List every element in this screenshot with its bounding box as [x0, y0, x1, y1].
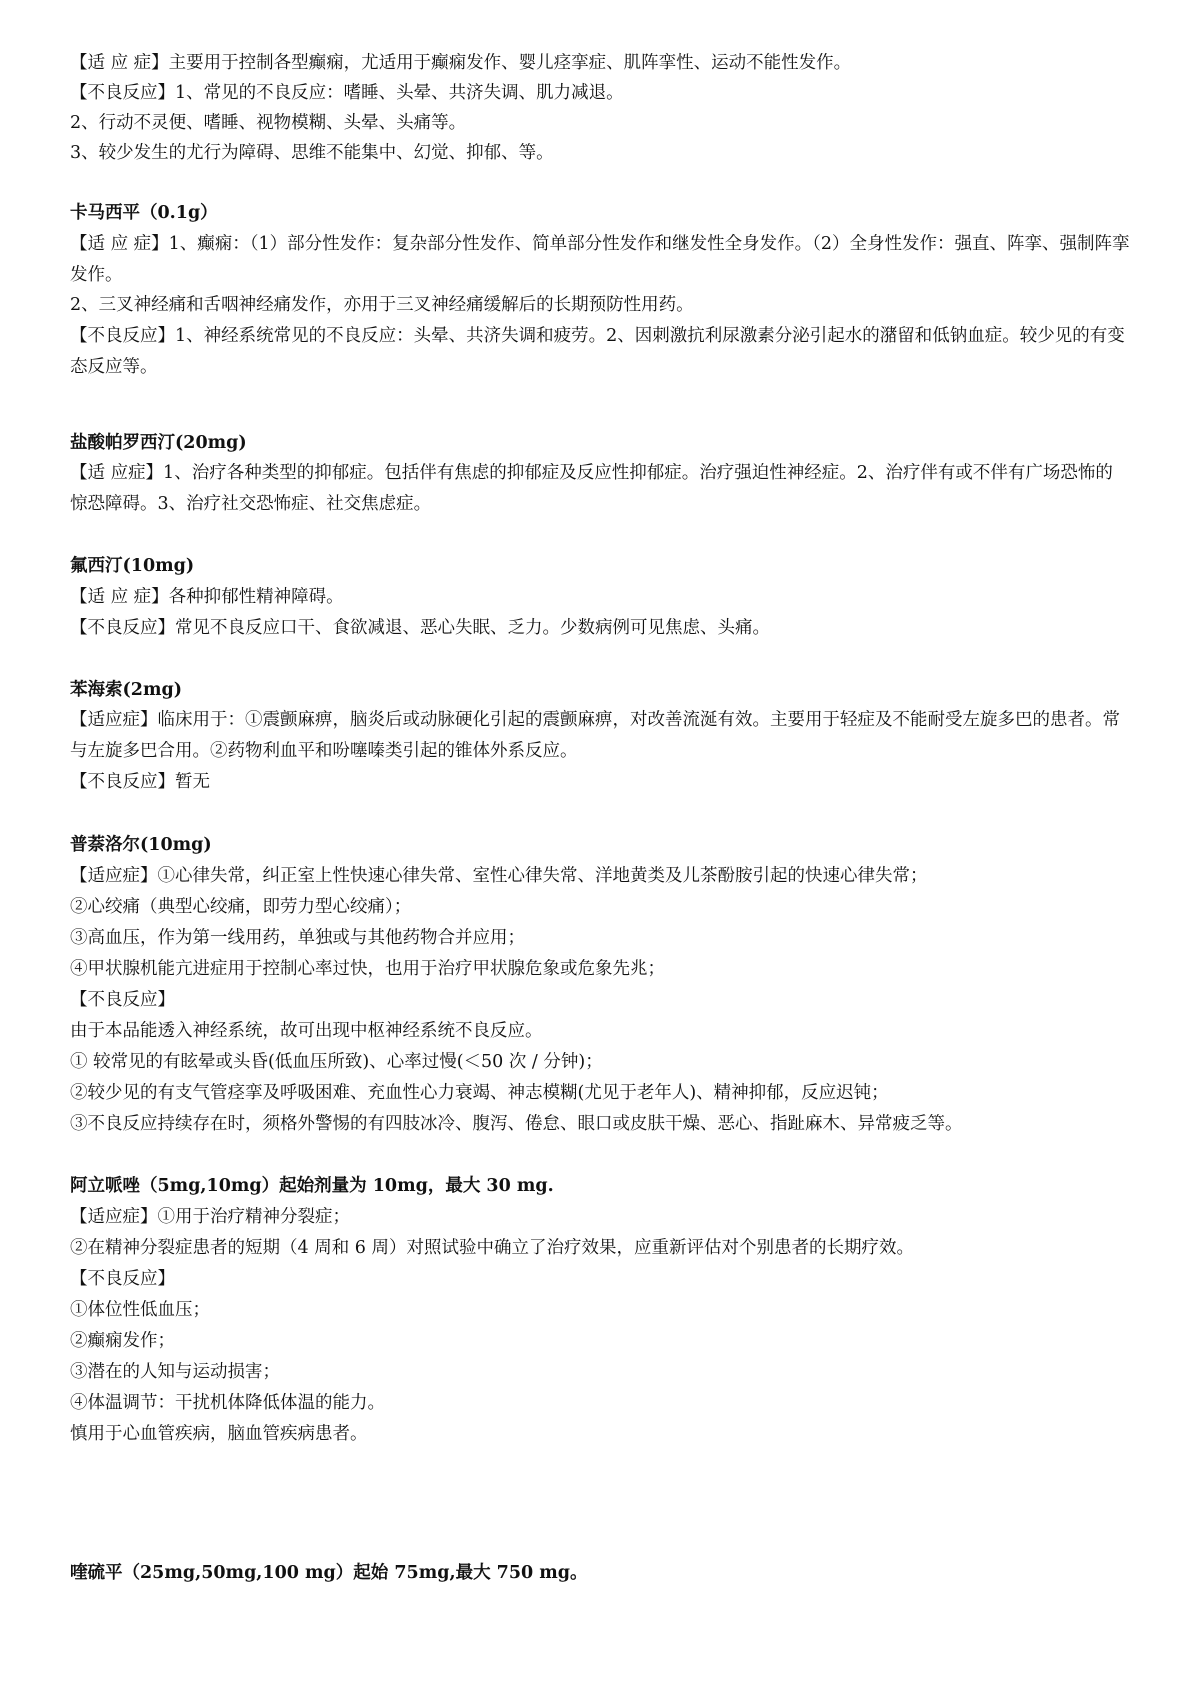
aripiprazole-adverse-4: ④体温调节：干扰机体降低体温的能力。 — [70, 1393, 385, 1413]
intro-indication: 【适 应 症】主要用于控制各型癫痫，尤适用于癫痫发作、婴儿痉挛症、肌阵挛性、运动不能性发作。 — [70, 53, 852, 73]
fluoxetine-adverse: 【不良反应】常见不良反应口干、食欲减退、恶心失眠、乏力。少数病例可见焦虑、头痛。 — [70, 618, 770, 638]
fluoxetine-indication: 【适 应 症】各种抑郁性精神障碍。 — [70, 587, 344, 607]
aripiprazole-title: 阿立哌唑（5mg,10mg）起始剂量为 10mg，最大 30 mg. — [70, 1176, 554, 1196]
propranolol-adverse-intro: 由于本品能透入神经系统，故可出现中枢神经系统不良反应。 — [70, 1021, 543, 1041]
aripiprazole-adverse-2: ②癫痫发作； — [70, 1331, 175, 1351]
benzhexol-indication: 【适应症】临床用于：①震颤麻痹，脑炎后或动脉硬化引起的震颤麻痹，对改善流涎有效。主要用于轻症及不能耐受左旋多巴的患者。常与左旋多巴合用。②药物利血平和吩噻嗪类引起的锥体外系反应。 — [70, 710, 1120, 761]
propranolol-adverse-1: ① 较常见的有眩晕或头昏(低血压所致)、心率过慢(＜50 次 / 分钟)； — [70, 1052, 603, 1072]
propranolol-indication-3: ③高血压，作为第一线用药，单独或与其他药物合并应用； — [70, 928, 525, 948]
intro-adverse-3: 3、较少发生的尤行为障碍、思维不能集中、幻觉、抑郁、等。 — [70, 143, 554, 163]
benzhexol-adverse: 【不良反应】暂无 — [70, 772, 210, 792]
carbamazepine-indication-2: 2、三叉神经痛和舌咽神经痛发作，亦用于三叉神经痛缓解后的长期预防性用药。 — [70, 295, 694, 315]
intro-adverse: 【不良反应】1、常见的不良反应：嗜睡、头晕、共济失调、肌力减退。 — [70, 83, 624, 103]
aripiprazole-adverse-3: ③潜在的人知与运动损害； — [70, 1362, 280, 1382]
aripiprazole-indication: 【适应症】①用于治疗精神分裂症； — [70, 1207, 350, 1227]
propranolol-adverse-2: ②较少见的有支气管痉挛及呼吸困难、充血性心力衰竭、神志模糊(尤见于老年人)、精神抑郁，反应迟钝； — [70, 1083, 889, 1103]
propranolol-indication: 【适应症】①心律失常，纠正室上性快速心律失常、室性心律失常、洋地黄类及儿茶酚胺引起的快速心律失常； — [70, 866, 928, 886]
fluoxetine-title: 氟西汀(10mg) — [70, 556, 195, 576]
propranolol-adverse-3: ③不良反应持续存在时，须格外警惕的有四肢冰冷、腹泻、倦怠、眼口或皮肤干燥、恶心、指趾麻木、异常疲乏等。 — [70, 1114, 963, 1134]
quetiapine-title: 喹硫平（25mg,50mg,100 mg）起始 75mg,最大 750 mg。 — [70, 1563, 588, 1583]
carbamazepine-title: 卡马西平（0.1g） — [70, 203, 218, 223]
intro-adverse-2: 2、行动不灵便、嗜睡、视物模糊、头晕、头痛等。 — [70, 113, 467, 133]
paroxetine-title: 盐酸帕罗西汀(20mg) — [70, 433, 247, 453]
carbamazepine-indication: 【适 应 症】1、癫痫：（1）部分性发作：复杂部分性发作、简单部分性发作和继发性全身发作。（2）全身性发作：强直、阵挛、强制阵挛发作。 — [70, 234, 1130, 285]
propranolol-adverse-heading: 【不良反应】 — [70, 990, 175, 1010]
carbamazepine-adverse: 【不良反应】1、神经系统常见的不良反应：头晕、共济失调和疲劳。2、因刺激抗利尿激素分泌引起水的潴留和低钠血症。较少见的有变态反应等。 — [70, 326, 1125, 377]
benzhexol-title: 苯海索(2mg) — [70, 680, 182, 700]
paroxetine-indication: 【适 应症】1、治疗各种类型的抑郁症。包括伴有焦虑的抑郁症及反应性抑郁症。治疗强迫性神经症。2、治疗伴有或不伴有广场恐怖的惊恐障碍。3、治疗社交恐怖症、社交焦虑症。 — [70, 463, 1113, 514]
propranolol-indication-4: ④甲状腺机能亢进症用于控制心率过快，也用于治疗甲状腺危象或危象先兆； — [70, 959, 665, 979]
aripiprazole-indication-2: ②在精神分裂症患者的短期（4 周和 6 周）对照试验中确立了治疗效果，应重新评估对个别患者的长期疗效。 — [70, 1238, 914, 1258]
propranolol-title: 普萘洛尔(10mg) — [70, 835, 212, 855]
aripiprazole-adverse-heading: 【不良反应】 — [70, 1269, 175, 1289]
aripiprazole-caution: 慎用于心血管疾病，脑血管疾病患者。 — [70, 1424, 368, 1444]
aripiprazole-adverse-1: ①体位性低血压； — [70, 1300, 210, 1320]
propranolol-indication-2: ②心绞痛（典型心绞痛，即劳力型心绞痛）； — [70, 897, 412, 917]
